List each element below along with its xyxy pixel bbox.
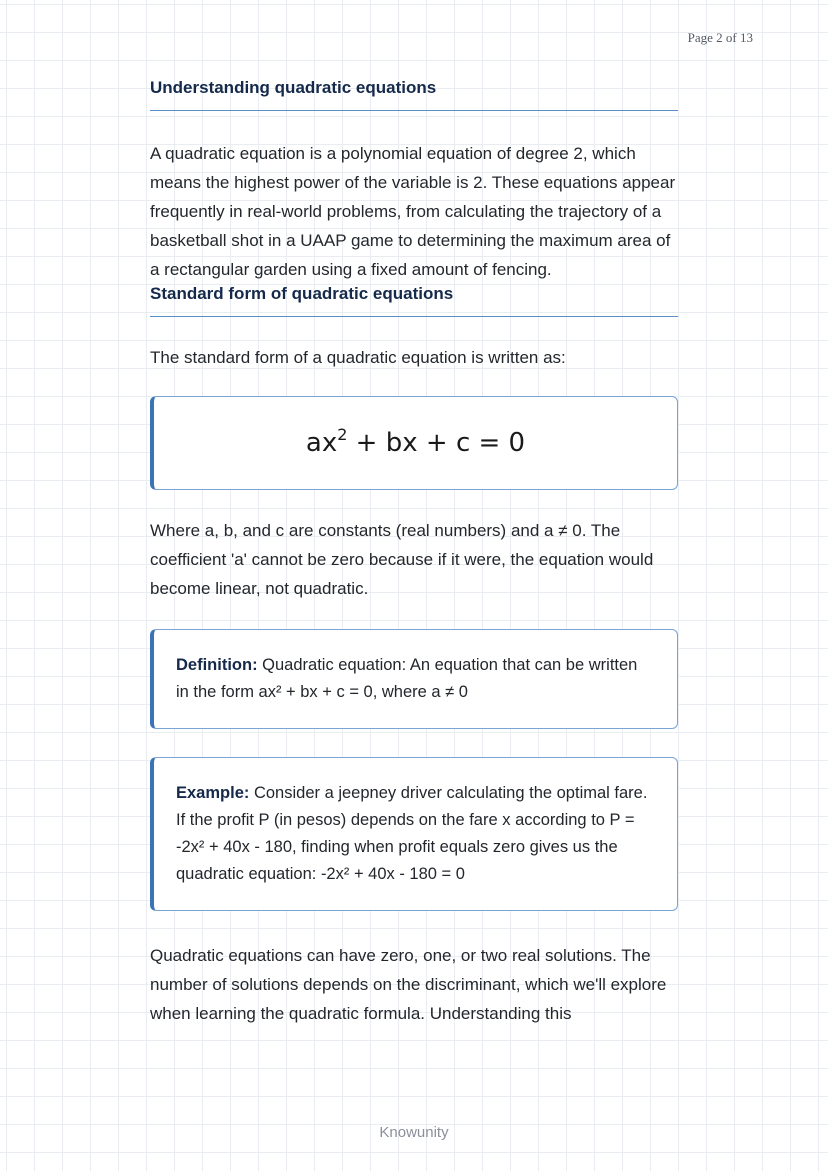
formula-exponent: 2 [337, 425, 348, 444]
definition-text: Quadratic equation: An equation that can be written in the form ax² + bx + c = 0, where a ≠ 0 [176, 656, 638, 701]
section-heading-standard-form: Standard form of quadratic equations [150, 284, 678, 317]
closing-paragraph: Quadratic equations can have zero, one, or two real solutions. The number of solutions depends on the discriminant, which we'll explore when learning the quadratic formula. Understanding this [150, 946, 667, 1023]
standard-form-formula [305, 425, 526, 458]
footer-brand: Knowunity [379, 1124, 449, 1141]
definition-label: Definition: [176, 656, 258, 674]
intro-paragraph: A quadratic equation is a polynomial equation of degree 2, which means the highest power of the variable is 2. These equations appear frequently in real-world problems, from calculating the trajectory of a basketball shot in a UAAP game to determining the maximum area of a rectangular garden using a fixed amount of fencing. [150, 144, 676, 279]
definition-callout [150, 629, 678, 729]
example-text: Consider a jeepney driver calculating the optimal fare. If the profit P (in pesos) depends on the fare x according to P = -2x² + 40x - 180, finding when profit equals zero gives us the quadratic equation: -2x² + 40x - 180 = 0 [176, 784, 648, 883]
where-paragraph: Where a, b, and c are constants (real numbers) and a ≠ 0. The coefficient 'a' cannot be zero because if it were, the equation would become linear, not quadratic. [150, 521, 654, 598]
standard-form-intro: The standard form of a quadratic equation is written as: [150, 348, 566, 367]
document-content [150, 78, 678, 1028]
formula-box [150, 396, 678, 490]
example-label: Example: [176, 784, 250, 802]
example-callout [150, 757, 678, 911]
formula-term-ax: ax [305, 428, 338, 458]
section-heading-understanding: Understanding quadratic equations [150, 78, 678, 111]
page-number: Page 2 of 13 [687, 30, 753, 45]
formula-rest: + bx + c = 0 [347, 428, 526, 458]
